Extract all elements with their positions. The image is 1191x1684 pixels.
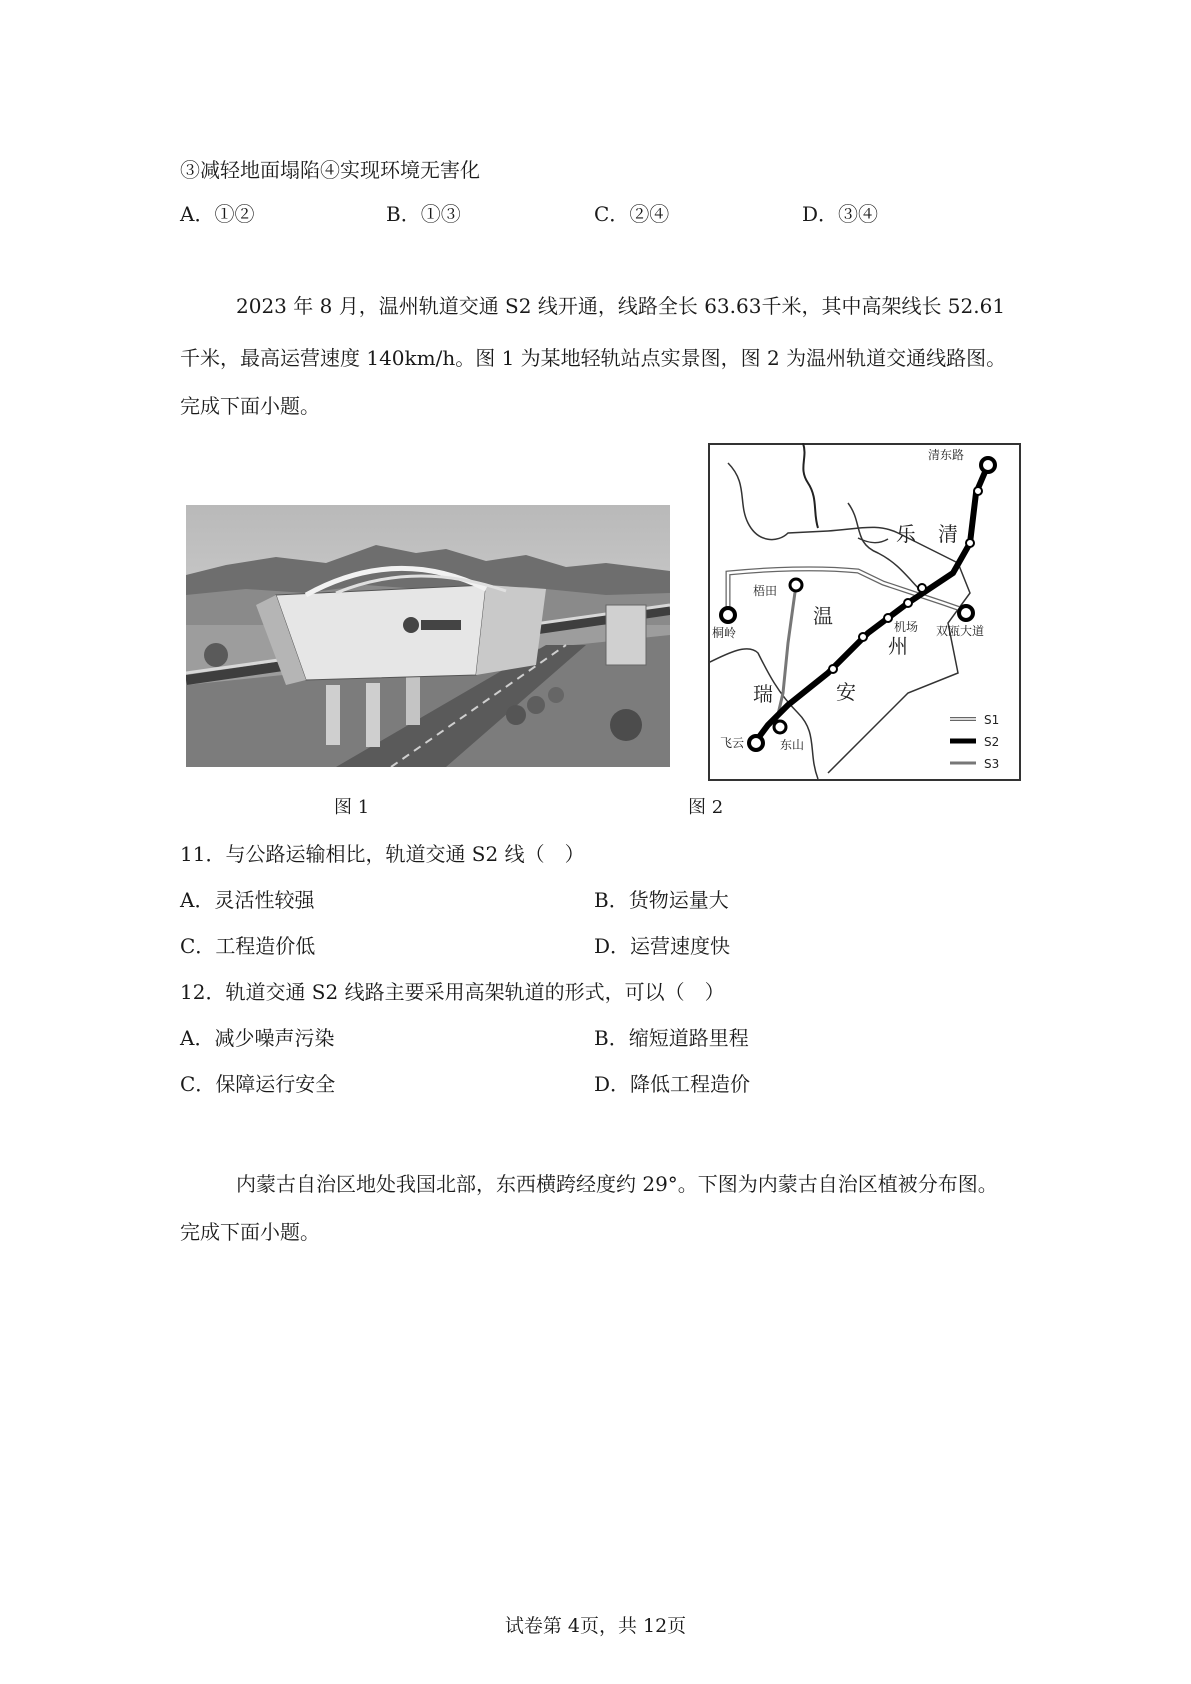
option-text: 工程造价低 [215, 934, 316, 958]
passage2-line1: 内蒙古自治区地处我国北部，东西横跨经度约 29°。下图为内蒙古自治区植被分布图。 [236, 1172, 998, 1196]
prev-option-c [594, 200, 669, 228]
station-qingdonglu-icon [981, 458, 995, 472]
station-wutian-icon [790, 579, 802, 591]
figure1-station-photo [186, 505, 670, 767]
prev-question-tail: ③减轻地面塌陷④实现环境无害化 [180, 158, 480, 182]
station-label: 梧田 [753, 584, 778, 598]
passage1-line2: 千米，最高运营速度 140km/h。图 1 为某地轻轨站点实景图，图 2 为温州轨道交通线路图。 [180, 346, 1007, 370]
option-text: 保障运行安全 [215, 1072, 336, 1096]
option-letter: B． [594, 888, 629, 912]
q12-option-c[interactable] [180, 1070, 335, 1098]
region-label: 清 [938, 522, 958, 546]
figure1-caption: 图 1 [334, 797, 370, 818]
option-text: ②④ [629, 202, 670, 226]
station-label: 双瓯大道 [936, 624, 985, 638]
passage1-line1: 2023 年 8 月，温州轨道交通 S2 线开通，线路全长 63.63千米，其中高架线长 52.61 [236, 294, 1006, 318]
rail-map-svg [708, 443, 1021, 781]
region-label: 温 [813, 604, 833, 628]
option-text: 减少噪声污染 [214, 1026, 335, 1050]
option-letter: B． [386, 202, 421, 226]
prev-option-a [180, 200, 254, 228]
station-label: 清东路 [928, 448, 965, 462]
option-letter: B． [594, 1026, 629, 1050]
option-letter: C． [594, 202, 630, 226]
option-text: 货物运量大 [628, 888, 729, 912]
option-text: ①② [214, 202, 255, 226]
option-letter: A． [180, 202, 215, 226]
q11-option-b[interactable] [594, 886, 729, 914]
passage1-line3: 完成下面小题。 [180, 394, 320, 418]
option-letter: A． [180, 1026, 215, 1050]
station-label: 飞云 [720, 736, 745, 750]
option-text: ①③ [420, 202, 461, 226]
station-photo-illustration [186, 505, 670, 767]
station-tongling-icon [721, 608, 735, 622]
station-shuangoudadao-icon [959, 606, 973, 620]
option-text: 降低工程造价 [630, 1072, 751, 1096]
q12-option-a[interactable] [180, 1024, 334, 1052]
option-letter: C． [180, 1072, 216, 1096]
q11-option-c[interactable] [180, 932, 315, 960]
station-label: 桐岭 [712, 626, 737, 640]
region-label: 安 [836, 680, 856, 704]
page-footer: 试卷第 4页，共 12页 [504, 1615, 687, 1637]
option-text: 灵活性较强 [214, 888, 315, 912]
q12-option-b[interactable] [594, 1024, 749, 1052]
region-label: 瑞 [753, 682, 773, 706]
option-letter: D． [594, 934, 631, 958]
station-label: 机场 [894, 620, 919, 634]
option-letter: A． [180, 888, 215, 912]
figure2-rail-map [708, 443, 1021, 781]
q11-option-a[interactable] [180, 886, 314, 914]
legend-label: S1 [984, 713, 1000, 727]
station-feiyun-icon [749, 736, 763, 750]
option-text: 缩短道路里程 [628, 1026, 749, 1050]
option-text: 运营速度快 [630, 934, 731, 958]
option-letter: D． [594, 1072, 631, 1096]
legend-label: S2 [984, 735, 1000, 749]
station-dongshan-icon [774, 721, 786, 733]
region-label: 乐 [896, 522, 916, 546]
prev-option-d [802, 200, 878, 228]
option-letter: D． [802, 202, 839, 226]
q12-option-d[interactable] [594, 1070, 750, 1098]
option-text: ③④ [838, 202, 879, 226]
question-12-stem: 12．轨道交通 S2 线路主要采用高架轨道的形式，可以（ ） [180, 980, 725, 1004]
question-11-stem: 11．与公路运输相比，轨道交通 S2 线（ ） [180, 842, 585, 866]
legend-label: S3 [984, 757, 1000, 771]
option-letter: C． [180, 934, 216, 958]
passage2-line2: 完成下面小题。 [180, 1220, 320, 1244]
prev-option-b [386, 200, 461, 228]
figure2-caption: 图 2 [688, 797, 724, 818]
station-label: 东山 [780, 738, 805, 752]
region-label: 州 [888, 634, 908, 658]
q11-option-d[interactable] [594, 932, 730, 960]
